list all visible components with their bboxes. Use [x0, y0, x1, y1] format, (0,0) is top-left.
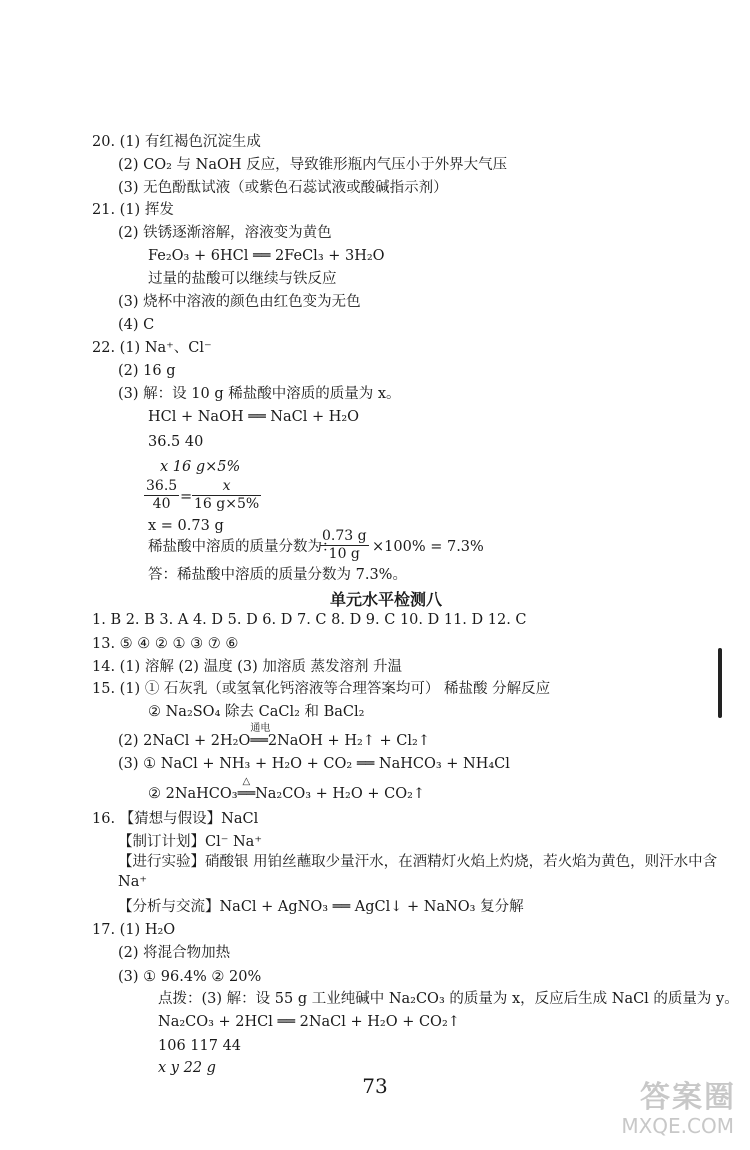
line-15-3b: [148, 776, 426, 804]
line-15-3: (3) ① NaCl + NH₃ + H₂O + CO₂ ══ NaHCO₃ + NH₄Cl: [118, 756, 510, 772]
line-21-note: 过量的盐酸可以继续与铁反应: [148, 271, 337, 287]
fraction-1: [144, 478, 179, 513]
line-21-1: 21. (1) 挥发: [92, 202, 174, 218]
heat-mark: △: [242, 776, 251, 787]
line-22-answer: 答：稀盐酸中溶质的质量分数为 7.3%。: [148, 567, 407, 583]
line-15-2-left: (2) 2NaCl + 2H₂O: [118, 733, 251, 749]
line-22-result: x = 0.73 g: [148, 518, 224, 534]
line-16-2: 【制订计划】Cl⁻ Na⁺: [118, 834, 262, 850]
line-15-1b: ② Na₂SO₄ 除去 CaCl₂ 和 BaCl₂: [148, 704, 365, 720]
line-17-2: (2) 将混合物加热: [118, 945, 231, 961]
line-21-4: (4) C: [118, 317, 155, 333]
line-21-2: (2) 铁锈逐渐溶解，溶液变为黄色: [118, 225, 332, 241]
line-17-1: 17. (1) H₂O: [92, 922, 176, 938]
line-13: 13. ⑤ ④ ② ① ③ ⑦ ⑥: [92, 636, 239, 652]
heat-sign: [237, 776, 256, 804]
line-20-3: (3) 无色酚酞试液（或紫色石蕊试液或酸碱指示剂）: [118, 180, 448, 196]
line-22-ratio: 36.5 40: [148, 434, 204, 450]
line-21-eq: Fe₂O₃ + 6HCl ══ 2FeCl₃ + 3H₂O: [148, 248, 385, 264]
fraction-3: [320, 528, 369, 563]
section-title: 单元水平检测八: [330, 590, 443, 609]
electrolysis-eq: ══: [250, 733, 268, 749]
watermark-logo: [572, 1072, 742, 1144]
line-15-2: [118, 723, 430, 751]
line-22-vars: x 16 g×5%: [160, 459, 241, 475]
line-choice-answers: 1. B 2. B 3. A 4. D 5. D 6. D 7. C 8. D 9. C 10. D 11. D 12. C: [92, 612, 527, 628]
line-21-3: (3) 烧杯中溶液的颜色由红色变为无色: [118, 294, 361, 310]
watermark-text: 答案圈: [640, 1080, 736, 1115]
line-14: 14. (1) 溶解 (2) 温度 (3) 加溶质 蒸发溶剂 升温: [92, 659, 403, 675]
fraction-2: [192, 478, 261, 513]
fraction-2-den: 16 g×5%: [194, 496, 260, 512]
line-20-1: 20. (1) 有红褐色沉淀生成: [92, 134, 261, 150]
line-22-2: (2) 16 g: [118, 363, 176, 379]
line-17-eq: Na₂CO₃ + 2HCl ══ 2NaCl + H₂O + CO₂↑: [158, 1014, 460, 1030]
line-22-fraction-result: ×100% = 7.3%: [372, 539, 484, 555]
line-15-1: 15. (1) ① 石灰乳（或氢氧化钙溶液等合理答案均可） 稀盐酸 分解反应: [92, 681, 551, 697]
line-22-3: (3) 解：设 10 g 稀盐酸中溶质的质量为 x。: [118, 386, 401, 402]
line-15-2-right: 2NaOH + H₂↑ + Cl₂↑: [267, 733, 430, 749]
line-16-1: 16. 【猜想与假设】NaCl: [92, 811, 259, 827]
line-15-3b-left: ② 2NaHCO₃: [148, 786, 238, 802]
fraction-equals: =: [180, 489, 193, 505]
line-22-eq: HCl + NaOH ══ NaCl + H₂O: [148, 409, 360, 425]
electrolysis-mark: 通电: [250, 723, 271, 734]
line-15-3b-right: Na₂CO₃ + H₂O + CO₂↑: [255, 786, 426, 802]
fraction-1-den: 40: [152, 496, 171, 512]
line-16-3: 【进行实验】硝酸银 用铂丝蘸取少量汗水，在酒精灯火焰上灼烧，若火焰为黄色，则汗水中含: [118, 854, 718, 870]
line-16-3b: Na⁺: [118, 874, 147, 890]
fraction-2-num: x: [192, 478, 261, 496]
scan-mark: [718, 648, 722, 718]
watermark-url: MXQE.COM: [621, 1114, 734, 1138]
line-22-1: 22. (1) Na⁺、Cl⁻: [92, 340, 212, 356]
heat-eq: ══: [237, 786, 256, 802]
fraction-3-den: 10 g: [328, 546, 360, 562]
fraction-3-num: 0.73 g: [322, 528, 367, 544]
electrolysis-sign: [250, 723, 271, 751]
page-number: 73: [362, 1074, 388, 1098]
line-17-hint: 点拨：(3) 解：设 55 g 工业纯碱中 Na₂CO₃ 的质量为 x，反应后生成 NaCl 的质量为 y。: [158, 991, 739, 1007]
line-17-3: (3) ① 96.4% ② 20%: [118, 969, 262, 985]
line-17-ratio: 106 117 44: [158, 1038, 242, 1054]
line-17-vars: x y 22 g: [158, 1060, 216, 1076]
fraction-1-num: 36.5: [146, 478, 178, 494]
line-22-fraction-label: 稀盐酸中溶质的质量分数为：: [148, 539, 337, 555]
line-16-4: 【分析与交流】NaCl + AgNO₃ ══ AgCl↓ + NaNO₃ 复分解: [118, 899, 524, 915]
line-20-2: (2) CO₂ 与 NaOH 反应，导致锥形瓶内气压小于外界大气压: [118, 157, 508, 173]
